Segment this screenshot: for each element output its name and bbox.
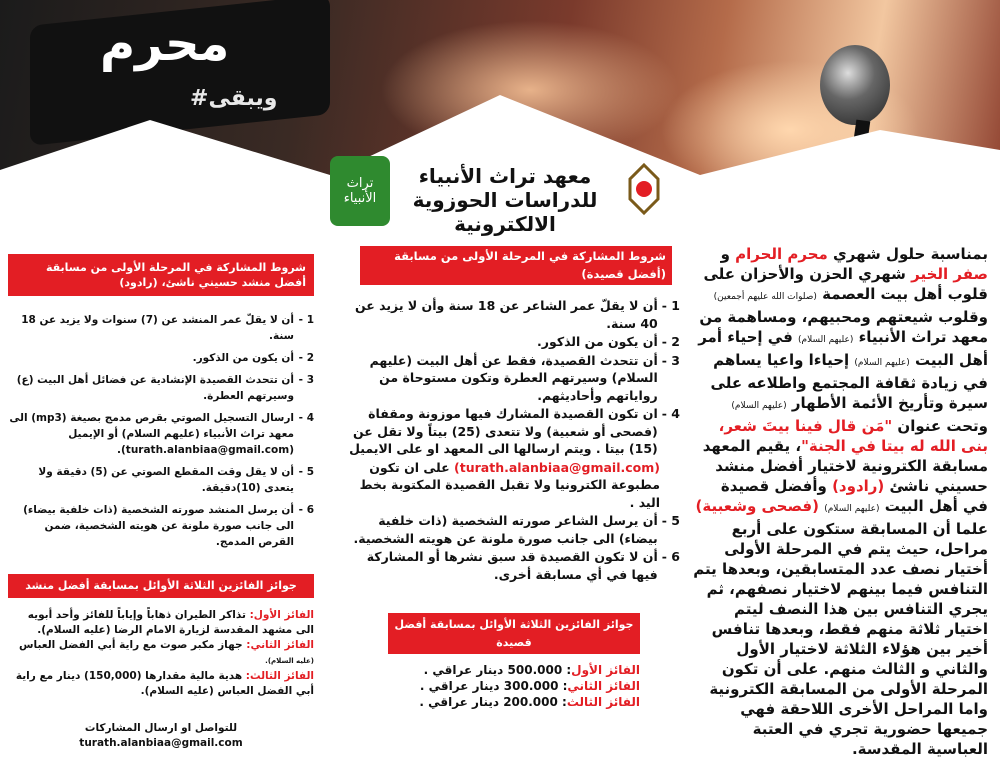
intro-segment: وأفضل قصيدة في أهل البيت <box>720 477 988 515</box>
condition-body: أن تتحدث القصيدة، فقط عن أهل البيت (عليهم السلام) وسيرتهم العطرة وتكون مستوحاة من رواياتهم وأحاديثهم. <box>369 352 658 403</box>
condition-item <box>348 297 680 332</box>
condition-number: 4 - <box>661 406 680 421</box>
email-link[interactable]: (turath.alanbiaa@gmail.com) <box>449 459 660 475</box>
logo-area <box>330 150 670 236</box>
condition-number: 3 - <box>298 374 314 386</box>
poem-contest-column <box>348 246 680 710</box>
condition-item <box>8 502 314 550</box>
flag-hashtag: #ويبقى <box>190 86 278 111</box>
intro-paragraph <box>692 244 988 759</box>
condition-number: 2 - <box>298 352 314 364</box>
intro-segment: (عليهم السلام) <box>854 358 910 368</box>
prize-honorific: (عليه السلام). <box>265 657 314 665</box>
condition-item <box>8 372 314 404</box>
intro-segment: وقلوب شيعتهم ومحبيهم، ومساهمة من معهد تراث الأنبياء <box>699 308 988 346</box>
intro-segment: علما أن المسابقة ستكون على أربع مراحل، حيث يتم في المرحلة الأولى أختيار نصف عدد المتسابقين، وبعدها يتم التنافس فيما بينهم لاختيار نصفهم، ثم يجري التنافس بين هذا النصف ليتم اختيار ثلاثة منهم فقط، وبعدها تنافس أخير بين هؤلاء الثلاثة لاختيار الأول والثاني و الثالث منهم. على أن تكون المرحلة الأولى من المسابقة الكترونية واما المراحل الأخرى اللاحقة فهي جميعها حضورية تجري في العتبة العباسية المقدسة. <box>693 520 988 758</box>
institute-name-line2: للدراسات الحوزوية الالكترونية <box>412 188 598 236</box>
condition-text <box>8 312 294 344</box>
prize-value: : 200.000 دينار عراقي . <box>419 695 567 709</box>
condition-text <box>348 297 658 332</box>
flag-title: محرم <box>100 16 230 72</box>
intro-segment: محرم الحرام <box>735 245 828 263</box>
reciter-conditions-header: شروط المشاركة في المرحلة الأولى من مسابقة أفضل منشد حسيني ناشئ، (رادود) <box>8 254 314 296</box>
condition-body: أن يرسل الشاعر صورته الشخصية (ذات خلفية بيضاء) الى جانب صورة ملونة عن هويته الشخصية. <box>353 513 658 546</box>
prize-row <box>8 608 314 638</box>
prize-label: الفائز الثالث: <box>245 670 314 682</box>
reciter-contest-column <box>8 254 314 751</box>
prize-row <box>348 662 640 678</box>
condition-text <box>348 548 658 583</box>
condition-body: ارسال التسجيل الصوتي بقرص مدمج بصيغة (mp3) الى معهد تراث الأنبياء (عليهم السلام) أو الإيميل (turath.alanbiaa@gmail.com). <box>9 412 294 456</box>
institute-name-line1: معهد تراث الأنبياء <box>418 164 592 188</box>
reciter-conditions-list <box>8 312 314 550</box>
prize-label: الفائز الثاني <box>567 679 640 693</box>
intro-segment: و <box>720 245 736 263</box>
condition-number: 4 - <box>298 412 314 424</box>
intro-segment: "مَن قال فينا بيتَ شعر، بنى الله له بيتا في الجنة" <box>718 417 988 455</box>
condition-item <box>348 548 680 583</box>
condition-text <box>348 512 658 547</box>
prize-label: الفائز الثالث <box>566 695 640 709</box>
condition-body: أن تتحدث القصيدة الإنشادية عن فضائل أهل البيت (ع) وسيرتهم العطرة. <box>16 374 294 402</box>
prize-label: الفائز الأول: <box>249 609 314 621</box>
prize-row <box>348 678 640 694</box>
condition-item <box>8 464 314 496</box>
poem-prizes-header: جوائز الفائزين الثلاثة الأوائل بمسابقة أفضل قصيدة <box>388 613 640 654</box>
condition-item <box>8 410 314 458</box>
reciter-prizes-list <box>8 608 314 699</box>
intro-segment: في إحياء أمر أهل البيت <box>698 328 988 369</box>
condition-body: على ان تكون مطبوعة الكترونيا ولا تقبل القصيدة المكتوبة بخط اليد . <box>359 459 660 510</box>
poem-conditions-header: شروط المشاركة في المرحلة الأولى من مسابقة (أفضل قصيدة) <box>360 246 672 285</box>
condition-item <box>348 405 680 458</box>
prize-row <box>8 669 314 699</box>
intro-segment: (عليهم السلام) <box>731 401 787 411</box>
intro-segment: بمناسبة حلول شهري <box>827 245 988 263</box>
condition-body: أن لا يقل وقت المقطع الصوتي عن (5) دقيقة ولا يتعدى (10)دقيقة. <box>38 466 294 494</box>
contact-info <box>8 721 314 751</box>
intro-segment: (فصحى وشعبية) <box>695 497 819 515</box>
condition-text <box>8 410 294 458</box>
condition-item <box>8 312 314 344</box>
condition-item <box>8 350 314 366</box>
condition-body: أن يكون من الذكور. <box>192 352 294 364</box>
condition-number: 5 - <box>661 513 680 528</box>
condition-number: 6 - <box>298 504 314 516</box>
condition-text <box>8 350 294 366</box>
prize-value: تذاكر الطيران ذهاباً وإياباً للفائز وأحد أبويه الى مشهد المقدسة لزيارة الامام الرضا (عليه السلام). <box>27 609 314 636</box>
intro-segment: إحياءا واعيا يساهم في زيادة ثقافة المجتمع واطلاعه على سيرة وتأريخ الأئمة الأطهار <box>710 351 988 412</box>
condition-number: 1 - <box>661 298 680 313</box>
prize-value: : 300.000 دينار عراقي . <box>419 679 568 693</box>
poem-conditions-list <box>348 297 680 583</box>
condition-text <box>348 405 658 458</box>
condition-item <box>348 352 680 405</box>
intro-segment: وتحت عنوان <box>892 417 988 435</box>
intro-column <box>692 244 988 759</box>
condition-item <box>348 512 680 547</box>
condition-number <box>664 459 680 512</box>
condition-text <box>8 372 294 404</box>
prize-row <box>8 638 314 669</box>
prize-value: هدية مالية مقدارها (150,000) دينار مع راية أبي الفضل العباس (عليه السلام). <box>15 670 314 697</box>
poem-prizes-list <box>348 662 640 710</box>
condition-item <box>348 333 680 351</box>
institute-name <box>390 164 620 236</box>
reciter-prizes-header: جوائز الفائزين الثلاثة الأوائل بمسابقة أفضل منشد <box>8 574 314 598</box>
condition-body: أن لا تكون القصيدة قد سبق نشرها أو المشاركة فيها في أي مسابقة أخرى. <box>366 549 658 582</box>
emblem-icon <box>620 156 668 226</box>
condition-text <box>348 459 660 512</box>
contact-email[interactable]: turath.alanbiaa@gmail.com <box>79 737 243 749</box>
condition-item <box>348 459 680 512</box>
prize-label: الفائز الأول <box>571 663 640 677</box>
intro-segment: (صلوات الله عليهم أجمعين) <box>713 292 817 302</box>
condition-body: أن لا يقلّ عمر المنشد عن (7) سنوات ولا يزيد عن 18 سنة. <box>21 314 294 342</box>
prize-value: جهاز مكبر صوت مع راية أبي الفضل العباس <box>19 639 247 651</box>
condition-body: أن يكون من الذكور. <box>537 334 658 349</box>
condition-number: 5 - <box>298 466 314 478</box>
contact-label: للتواصل او ارسال المشاركات <box>84 722 238 734</box>
intro-segment: شهري الحزن والأحزان على قلوب أهل بيت العصمة <box>703 265 988 303</box>
condition-body: أن لا يقلّ عمر الشاعر عن 18 سنة وأن لا يزيد عن 40 سنة. <box>354 298 658 331</box>
condition-body: ان تكون القصيدة المشارك فيها موزونة ومقفاة (فصحى أو شعبية) ولا تتعدى (25) بيتاً ولا تقل عن (15) بيتا . ويتم ارسالها الى المعهد او على الايميل <box>349 406 658 456</box>
condition-number: 2 - <box>661 334 680 349</box>
intro-segment: صفر الخير <box>911 265 988 283</box>
condition-number: 6 - <box>661 549 680 564</box>
condition-text <box>348 352 658 405</box>
intro-segment: (عليهم السلام) <box>798 335 854 345</box>
condition-text <box>8 502 294 550</box>
prize-value: : 500.000 دينار عراقي . <box>423 663 572 677</box>
intro-segment: (رادود) <box>832 477 885 495</box>
prize-row <box>348 694 640 710</box>
condition-text <box>8 464 294 496</box>
prize-label: الفائز الثاني: <box>246 639 314 651</box>
intro-segment: ، يقيم المعهد مسابقة الكترونية لاختيار أفضل منشد حسيني ناشئ <box>702 437 988 495</box>
condition-text <box>348 333 658 351</box>
condition-body: أن يرسل المنشد صورته الشخصية (ذات خلفية بيضاء) الى جانب صورة ملونة عن هويته الشخصية، ضمن القرص المدمج. <box>23 504 294 548</box>
condition-number: 1 - <box>298 314 314 326</box>
green-logo: تراث الأنبياء <box>330 156 390 226</box>
condition-number: 3 - <box>661 352 680 368</box>
intro-segment: (عليهم السلام) <box>824 504 880 514</box>
